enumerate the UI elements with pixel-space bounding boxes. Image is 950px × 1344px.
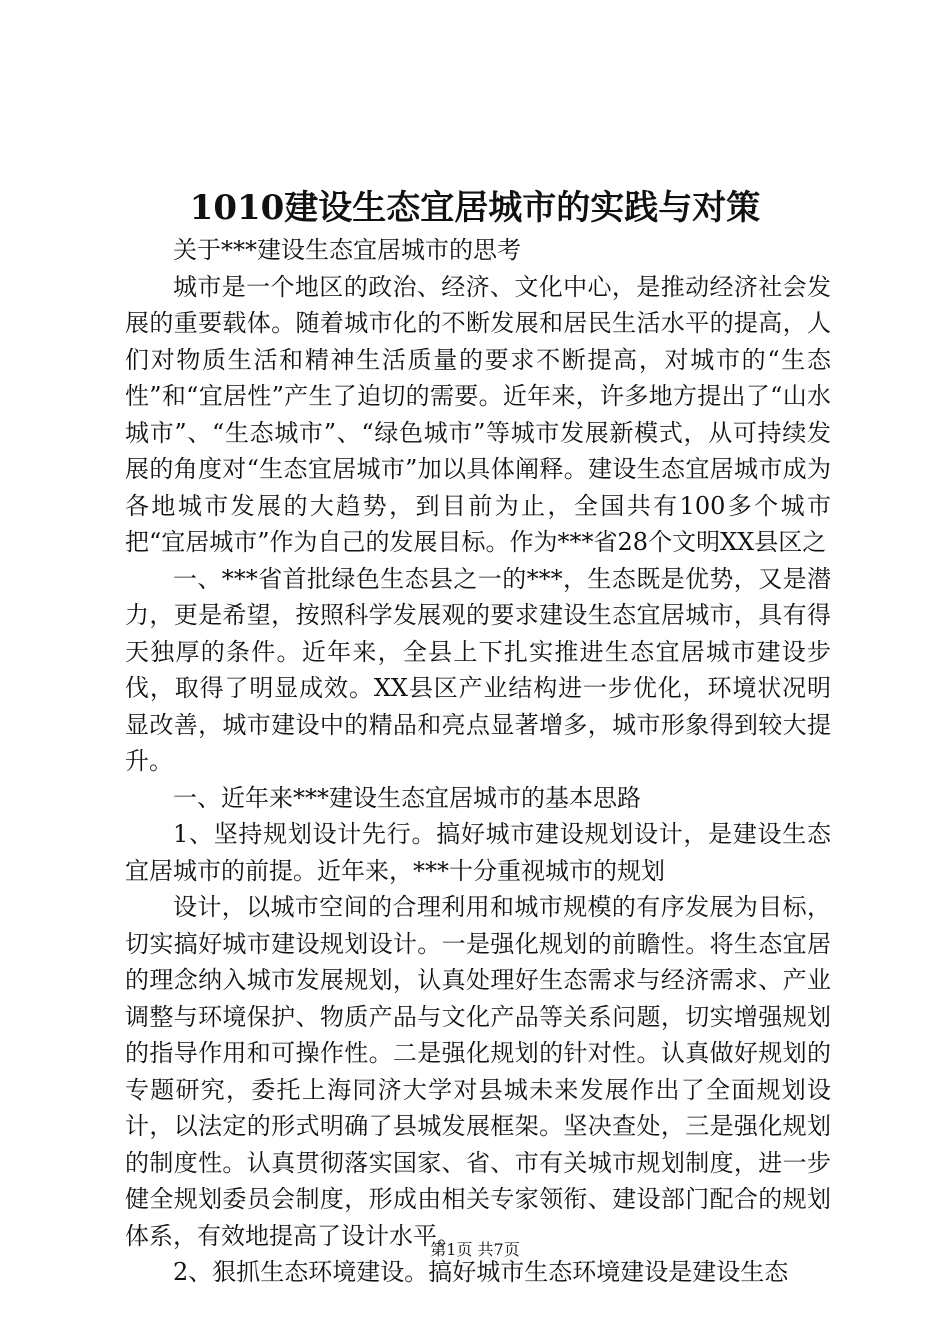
section-heading: 一、近年来***建设生态宜居城市的基本思路 (173, 783, 641, 812)
page-footer: 第1页 共7页 (430, 1240, 520, 1259)
paragraph-intro: 城市是一个地区的政治、经济、文化中心，是推动经济社会发展的重要载体。随着城市化的不断发展和居民生活水平的提高，人们对物质生活和精神生活质量的要求不断提高，对城市的“生态性”和“宜居性”产生了迫切的需要。近年来，许多地方提出了“山水城市”、“生态城市”、“绿色城市”等城市发展新模式，从可持续发展的角度对“生态宜居城市”加以具体阐释。建设生态宜居城市成为各地城市发展的大趋势，到目前为止，全国共有100多个城市把“宜居城市”作为自己的发展目标。作为***省28个文明XX县区之 (125, 272, 831, 556)
document-body (125, 232, 831, 1291)
paragraph-point-2: 2、狠抓生态环境建设。搞好城市生态环境建设是建设生态 (173, 1258, 789, 1286)
paragraph-point-1-detail: 设计，以城市空间的合理利用和城市规模的有序发展为目标，切实搞好城市建设规划设计。一是强化规划的前瞻性。将生态宜居的理念纳入城市发展规划，认真处理好生态需求与经济需求、产业调整与环境保护、物质产品与文化产品等关系问题，切实增强规划的指导作用和可操作性。二是强化规划的针对性。认真做好规划的专题研究，委托上海同济大学对县城未来发展作出了全面规划设计，以法定的形式明确了县城发展框架。坚决查处，三是强化规划的制度性。认真贯彻落实国家、省、市有关城市规划制度，进一步健全规划委员会制度，形成由相关专家领衔、建设部门配合的规划体系，有效地提高了设计水平。 (125, 893, 831, 1250)
paragraph-overview: 一、***省首批绿色生态县之一的***，生态既是优势，又是潜力，更是希望，按照科学发展观的要求建设生态宜居城市，具有得天独厚的条件。近年来，全县上下扎实推进生态宜居城市建设步伐，取得了明显成效。XX县区产业结构进一步优化，环境状况明显改善，城市建设中的精品和亮点显著增多，城市形象得到较大提升。 (125, 564, 831, 775)
paragraph-point-1: 1、坚持规划设计先行。搞好城市建设规划设计，是建设生态宜居城市的前提。近年来，***十分重视城市的规划 (125, 820, 831, 885)
document-title: 1010建设生态宜居城市的实践与对策 (189, 188, 761, 228)
paragraph-subtitle: 关于***建设生态宜居城市的思考 (173, 236, 521, 264)
